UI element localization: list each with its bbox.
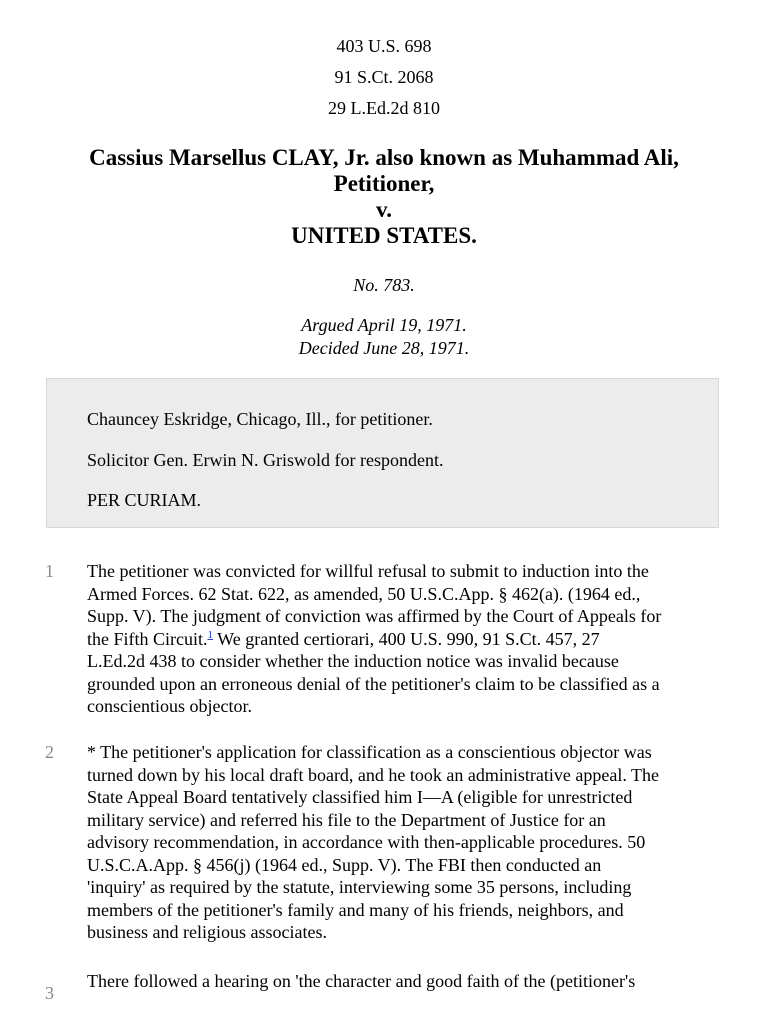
- paragraph-line: [87, 628, 737, 651]
- paragraph-line: * The petitioner's application for classification as a conscientious objector was: [87, 742, 652, 762]
- counsel-box: [46, 378, 719, 528]
- paragraph-text: [87, 970, 737, 993]
- docket-number: No. 783.: [353, 275, 415, 295]
- paragraph-line: turned down by his local draft board, and he took an administrative appeal. The: [87, 764, 660, 785]
- citation-us-reports: 403 U.S. 698: [336, 36, 432, 56]
- decided-date: Decided June 28, 1971.: [298, 338, 470, 358]
- paragraph-line: Supp. V). The judgment of conviction was affirmed by the Court of Appeals for: [87, 606, 662, 626]
- paragraph-line: 'inquiry' as required by the statute, interviewing some 35 persons, including: [87, 877, 632, 897]
- case-title-line: Cassius Marsellus CLAY, Jr. also known as Muhammad Ali,: [89, 145, 679, 170]
- paragraph-line: military service) and referred his file to the Department of Justice for an: [87, 809, 606, 830]
- paragraph-number: 3: [45, 983, 54, 1003]
- paragraph-line-head: the Fifth Circuit.: [87, 628, 208, 649]
- paragraph-line: business and religious associates.: [87, 922, 327, 942]
- case-title-line: UNITED STATES.: [291, 223, 477, 248]
- paragraph-line: The petitioner was convicted for willful refusal to submit to induction into the: [87, 561, 649, 581]
- paragraph-line-tail: We granted certiorari, 400 U.S. 990, 91 S.Ct. 457, 27: [213, 628, 600, 649]
- counsel-petitioner: Chauncey Eskridge, Chicago, Ill., for petitioner.: [87, 409, 433, 429]
- paragraph-number: 1: [45, 561, 54, 581]
- citation-lawyers-edition: 29 L.Ed.2d 810: [328, 98, 440, 118]
- paragraph-text: [87, 560, 737, 718]
- case-title: [0, 145, 768, 249]
- case-title-line: Petitioner,: [333, 171, 435, 196]
- opinion-author: PER CURIAM.: [87, 490, 202, 510]
- paragraph-line: L.Ed.2d 438 to consider whether the induction notice was invalid because: [87, 651, 619, 671]
- paragraph-line: grounded upon an erroneous denial of the petitioner's claim to be classified as a: [87, 673, 660, 694]
- counsel-respondent: Solicitor Gen. Erwin N. Griswold for respondent.: [87, 450, 444, 470]
- paragraph-line: There followed a hearing on 'the character and good faith of the (petitioner's: [87, 971, 636, 991]
- paragraph-line: advisory recommendation, in accordance with then-applicable procedures. 50: [87, 832, 646, 852]
- paragraph-line: members of the petitioner's family and many of his friends, neighbors, and: [87, 899, 624, 920]
- paragraph-line: Armed Forces. 62 Stat. 622, as amended, 50 U.S.C.App. § 462(a). (1964 ed.,: [87, 583, 641, 604]
- citation-supreme-court-reporter: 91 S.Ct. 2068: [334, 67, 434, 87]
- paragraph-line: U.S.C.A.App. § 456(j) (1964 ed., Supp. V). The FBI then conducted an: [87, 854, 602, 875]
- paragraph-text: [87, 741, 737, 944]
- paragraph-line: State Appeal Board tentatively classified him I—A (eligible for unrestricted: [87, 787, 633, 807]
- argued-date: Argued April 19, 1971.: [301, 315, 467, 335]
- paragraph-number: 2: [45, 742, 54, 762]
- footnote-link[interactable]: 1: [207, 628, 213, 641]
- case-title-line: v.: [376, 197, 392, 222]
- paragraph-line: conscientious objector.: [87, 696, 252, 716]
